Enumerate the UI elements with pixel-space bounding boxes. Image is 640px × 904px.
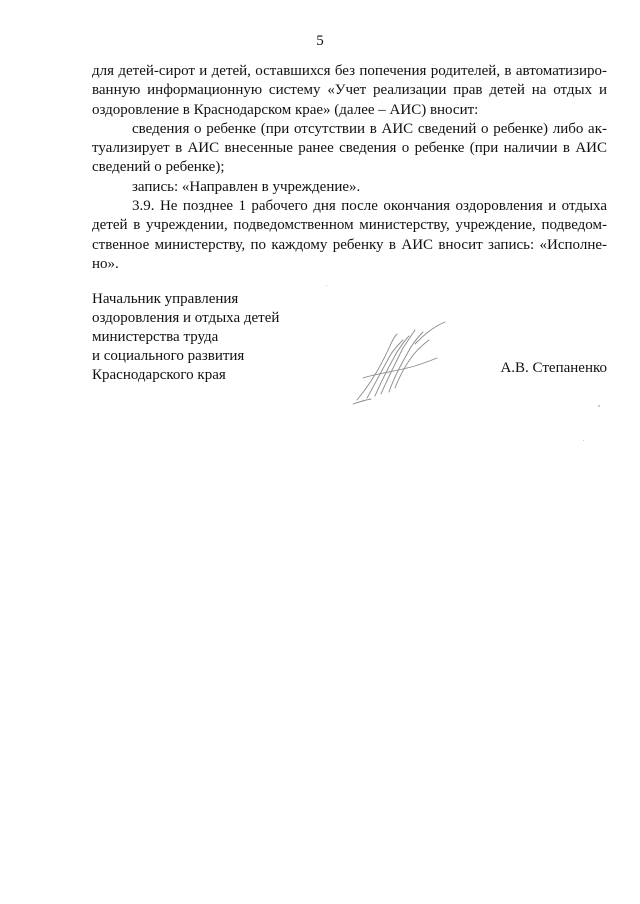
paragraph-record-sent: запись: «Направлен в учреждение». [132, 178, 361, 195]
paragraph-clause-3-9: 3.9. Не позднее 1 рабочего дня после окончания оздоровления и отдыха детей в учреждении, подведомственном министерству, учреждение, подведомственное министерству, по каждому ребенку в АИС вносит запись: «Исполнено». [92, 198, 607, 272]
scan-speck [583, 440, 584, 441]
paragraph-ais-entry: для детей-сирот и детей, оставшихся без попечения родителей, в автоматизированную информационную систему «Учет реализации прав детей на отдых и оздоровление в Краснодарском крае» (далее – АИС) вносит: [92, 63, 607, 118]
signatory-position [92, 290, 279, 385]
position-line-2: оздоровления и отдыха детей [92, 310, 280, 326]
paragraph-child-info: сведения о ребенке (при отсутствии в АИС сведений о ребенке) либо актуализирует в АИС внесенные ранее сведения о ребенке (при наличии в АИС сведений о ребенке); [92, 120, 607, 176]
signatory-name: А.В. Степаненко [500, 360, 607, 376]
scan-speck [598, 405, 600, 407]
position-line-1: Начальник управления [92, 291, 239, 307]
position-line-3: министерства труда [92, 329, 219, 345]
handwritten-signature [345, 318, 455, 408]
body-text [92, 62, 607, 274]
position-line-4: и социального развития [92, 348, 245, 364]
page-number: 5 [316, 33, 324, 49]
position-line-5: Краснодарского края [92, 367, 226, 383]
scan-speck [326, 285, 327, 286]
